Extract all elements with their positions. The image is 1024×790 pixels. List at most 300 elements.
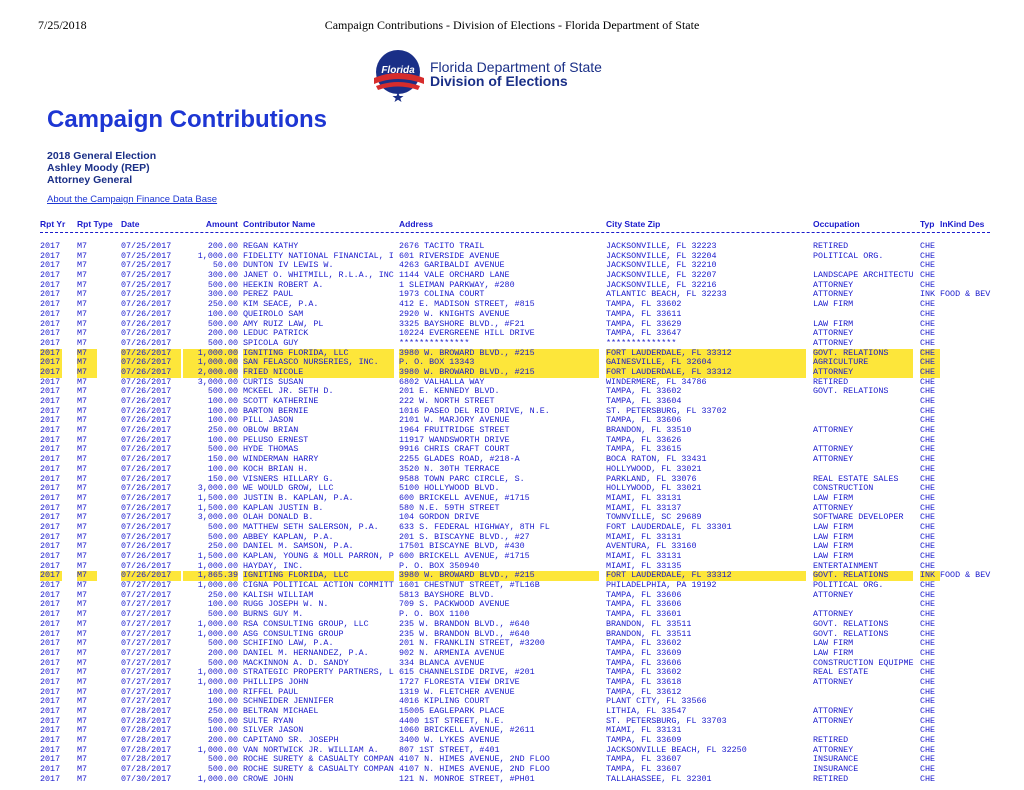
cell-date: 07/26/2017: [121, 349, 181, 359]
cell-occupation: ATTORNEY: [813, 454, 854, 465]
cell-typ: CHE: [920, 773, 936, 784]
cell-amount: 500.00: [207, 754, 238, 765]
brand-header[interactable]: [370, 48, 602, 100]
cell-occupation: LAW FIRM: [813, 638, 854, 649]
cell-rpt-type: M7: [77, 386, 88, 397]
cell-city-state-zip: MIAMI, FL 33131: [606, 492, 682, 503]
cell-occupation: ATTORNEY: [813, 609, 854, 620]
cell-rpt-type: M7: [77, 368, 97, 378]
cell-typ: CHE: [920, 531, 936, 542]
cell-amount: 100.00: [207, 405, 238, 416]
cell-rpt-yr: 2017: [40, 512, 61, 523]
cell-rpt-yr: 2017: [40, 425, 61, 436]
table-row: [40, 697, 1000, 707]
cell-rpt-type: M7: [77, 531, 88, 542]
cell-rpt-yr: 2017: [40, 376, 61, 387]
cell-amount: 1,000.00: [197, 580, 238, 591]
cell-contributor-name: VAN NORTWICK JR. WILLIAM A.: [243, 744, 379, 755]
cell-address: 615 CHANNELSIDE DRIVE, #201: [399, 667, 535, 678]
cell-contributor-name: STRATEGIC PROPERTY PARTNERS, L: [243, 667, 394, 678]
cell-address: 2101 W. MARJORY AVENUE: [399, 415, 510, 426]
cell-typ: CHE: [920, 541, 936, 552]
cell-occupation: GOVT. RELATIONS: [813, 618, 889, 629]
cell-amount: 150.00: [207, 473, 238, 484]
cell-amount: 300.00: [207, 289, 238, 300]
cell-rpt-yr: 2017: [40, 347, 61, 358]
cell-typ: CHE: [920, 299, 936, 310]
cell-date: 07/27/2017: [121, 647, 172, 658]
cell-date: 07/26/2017: [121, 368, 181, 378]
cell-contributor-name: BARTON BERNIE: [243, 405, 309, 416]
cell-occupation: ATTORNEY: [813, 502, 854, 513]
cell-occupation: ENTERTAINMENT: [813, 560, 879, 571]
cell-typ: CHE: [920, 657, 936, 668]
cell-date: 07/26/2017: [121, 502, 172, 513]
cell-date: 07/26/2017: [121, 512, 172, 523]
print-date: 7/25/2018: [38, 18, 87, 32]
cell-contributor-name: KOCH BRIAN H.: [243, 463, 309, 474]
cell-typ: CHE: [920, 483, 936, 494]
cell-amount: 300.00: [207, 270, 238, 281]
cell-contributor-name: KALISH WILLIAM: [243, 589, 314, 600]
table-row: [40, 639, 1000, 649]
cell-rpt-type: M7: [77, 696, 88, 707]
cell-amount: 1,500.00: [197, 551, 238, 561]
cell-address: 1601 CHESTNUT STREET, #TL16B: [399, 580, 540, 591]
cell-rpt-yr: 2017: [40, 686, 61, 697]
cell-rpt-type: M7: [77, 299, 88, 310]
cell-city-state-zip: TAMPA, FL 33606: [606, 657, 682, 668]
cell-address: 4263 GARIBALDI AVENUE: [399, 260, 505, 271]
cell-contributor-name: KIM SEACE, P.A.: [243, 299, 319, 310]
cell-address: 121 N. MONROE STREET, #PH01: [399, 773, 535, 784]
cell-rpt-yr: 2017: [40, 725, 61, 736]
cell-address: 9916 CHRIS CRAFT COURT: [399, 444, 510, 455]
cell-rpt-yr: 2017: [40, 657, 61, 668]
cell-contributor-name: IGNITING FLORIDA, LLC: [243, 571, 394, 581]
cell-occupation: AGRICULTURE: [813, 358, 913, 368]
cell-amount: 1,000.00: [197, 676, 238, 687]
table-row: [40, 591, 1000, 601]
cell-rpt-yr: 2017: [40, 299, 61, 310]
cell-typ: CHE: [920, 405, 936, 416]
table-row: [40, 494, 1000, 504]
brand-division: Division of Elections: [430, 73, 568, 89]
page-title: Campaign Contributions: [47, 106, 327, 133]
cell-occupation: ATTORNEY: [813, 589, 854, 600]
cell-date: 07/26/2017: [121, 308, 172, 319]
cell-rpt-type: M7: [77, 454, 88, 465]
cell-amount: 250.00: [207, 299, 238, 310]
cell-contributor-name: MATTHEW SETH SALERSON, P.A.: [243, 521, 379, 532]
cell-address: 6802 VALHALLA WAY: [399, 376, 485, 387]
table-row: [40, 426, 1000, 436]
cell-date: 07/28/2017: [121, 715, 172, 726]
cell-typ: CHE: [920, 260, 936, 271]
cell-rpt-yr: 2017: [40, 696, 61, 707]
cell-amount: 200.00: [207, 328, 238, 339]
cell-occupation: RETIRED: [813, 773, 849, 784]
cell-rpt-type: M7: [77, 521, 88, 532]
cell-date: 07/25/2017: [121, 260, 172, 271]
cell-rpt-type: M7: [77, 349, 97, 359]
cell-address: P. O. BOX 1100: [399, 609, 470, 620]
cell-address: 17501 BISCAYNE BLVD, #430: [399, 541, 525, 552]
cell-contributor-name: OLAH DONALD B.: [243, 512, 314, 523]
cell-typ: CHE: [920, 589, 936, 600]
table-row: [40, 416, 1000, 426]
cell-amount: 500.00: [207, 638, 238, 649]
cell-date: 07/26/2017: [121, 415, 172, 426]
cell-rpt-type: M7: [77, 376, 88, 387]
cell-rpt-type: M7: [77, 676, 88, 687]
cell-amount: 1,000.00: [197, 560, 238, 571]
cell-address: **************: [399, 337, 470, 348]
cell-city-state-zip: TAMPA, FL 33606: [606, 589, 682, 600]
cell-occupation: LAW FIRM: [813, 541, 854, 552]
cell-amount: 100.00: [207, 434, 238, 445]
cell-date: 07/26/2017: [121, 492, 172, 503]
cell-occupation: GOVT. RELATIONS: [813, 571, 913, 581]
cell-contributor-name: PHILLIPS JOHN: [243, 676, 309, 687]
cell-rpt-type: M7: [77, 744, 88, 755]
cell-date: 07/28/2017: [121, 764, 172, 775]
cell-rpt-yr: 2017: [40, 744, 61, 755]
cell-occupation: ATTORNEY: [813, 279, 854, 290]
cell-amount: 1,000.00: [197, 744, 238, 755]
election-name: 2018 General Election: [47, 150, 157, 162]
cell-rpt-type: M7: [77, 473, 88, 484]
cell-typ: CHE: [920, 279, 936, 290]
col-address: Address: [399, 219, 434, 229]
candidate-name: Ashley Moody (REP): [47, 162, 150, 174]
cell-date: 07/26/2017: [121, 328, 172, 339]
cell-contributor-name: ROCHE SURETY & CASUALTY COMPAN: [243, 754, 394, 765]
cell-city-state-zip: JACKSONVILLE BEACH, FL 32250: [606, 744, 747, 755]
cell-rpt-type: M7: [77, 560, 88, 571]
cell-date: 07/26/2017: [121, 386, 172, 397]
cell-occupation: ATTORNEY: [813, 337, 854, 348]
cell-contributor-name: KAPLAN, YOUNG & MOLL PARRON, P: [243, 551, 394, 561]
cell-city-state-zip: TAMPA, FL 33618: [606, 676, 682, 687]
cell-rpt-yr: 2017: [40, 289, 61, 300]
cell-occupation: INSURANCE: [813, 754, 859, 765]
cell-rpt-yr: 2017: [40, 279, 61, 290]
cell-contributor-name: PILL JASON: [243, 415, 294, 426]
cell-address: 3980 W. BROWARD BLVD., #215: [399, 349, 599, 359]
cell-rpt-type: M7: [77, 667, 88, 678]
cell-rpt-type: M7: [77, 571, 97, 581]
cell-rpt-type: M7: [77, 337, 88, 348]
cell-address: 4400 1ST STREET, N.E.: [399, 715, 505, 726]
cell-contributor-name: HEEKIN ROBERT A.: [243, 279, 324, 290]
cell-typ: CHE: [920, 638, 936, 649]
cell-amount: 500.00: [207, 609, 238, 620]
table-row: [40, 455, 1000, 465]
cell-date: 07/25/2017: [121, 270, 172, 281]
cell-city-state-zip: WINDERMERE, FL 34786: [606, 376, 707, 387]
cell-typ: CHE: [920, 744, 936, 755]
cell-amount: 250.00: [207, 425, 238, 436]
cell-rpt-yr: 2017: [40, 454, 61, 465]
cell-occupation: CONSTRUCTION EQUIPME: [813, 657, 914, 668]
cell-city-state-zip: AVENTURA, FL 33160: [606, 541, 697, 552]
cell-amount: 200.00: [207, 735, 238, 746]
cell-contributor-name: SCHIFINO LAW, P.A.: [243, 638, 334, 649]
cell-date: 07/26/2017: [121, 521, 172, 532]
cell-typ: CHE: [920, 434, 936, 445]
cell-contributor-name: JANET O. WHITMILL, R.L.A., INC: [243, 270, 394, 281]
cell-rpt-yr: 2017: [40, 754, 61, 765]
cell-date: 07/25/2017: [121, 289, 172, 300]
cell-typ: CHE: [920, 735, 936, 746]
cell-address: 3980 W. BROWARD BLVD., #215: [399, 571, 599, 581]
cell-typ: CHE: [920, 396, 936, 406]
cell-city-state-zip: TAMPA, FL 33601: [606, 609, 682, 620]
cell-amount: 3,000.00: [197, 376, 238, 387]
cell-city-state-zip: TALLAHASSEE, FL 32301: [606, 773, 712, 784]
cell-typ: CHE: [920, 676, 936, 687]
cell-rpt-yr: 2017: [40, 483, 61, 494]
cell-amount: 250.00: [207, 589, 238, 600]
cell-date: 07/26/2017: [121, 463, 172, 474]
cell-city-state-zip: ST. PETERSBURG, FL 33702: [606, 405, 727, 416]
cell-city-state-zip: TAMPA, FL 33606: [606, 599, 682, 610]
cell-amount: 200.00: [207, 647, 238, 658]
cell-rpt-type: M7: [77, 628, 88, 639]
cell-amount: 1,500.00: [197, 492, 238, 503]
cell-date: 07/28/2017: [121, 735, 172, 746]
cell-date: 07/26/2017: [121, 454, 172, 465]
cell-typ: INK: [920, 289, 936, 300]
cell-occupation: LANDSCAPE ARCHITECTU: [813, 270, 914, 281]
cell-amount: 1,500.00: [197, 502, 238, 513]
cell-address: 4107 N. HIMES AVENUE, 2ND FLOO: [399, 754, 550, 765]
cell-occupation: RETIRED: [813, 735, 849, 746]
cell-contributor-name: RSA CONSULTING GROUP, LLC: [243, 618, 369, 629]
cell-contributor-name: DANIEL M. SAMSON, P.A.: [243, 541, 354, 552]
cell-address: 1060 BRICKELL AVENUE, #2611: [399, 725, 535, 736]
election-meta: [47, 150, 156, 186]
cell-city-state-zip: **************: [606, 337, 677, 348]
table-row: [40, 445, 1000, 455]
cell-address: 807 1ST STREET, #401: [399, 744, 500, 755]
cell-rpt-yr: 2017: [40, 366, 61, 377]
header-divider: [40, 232, 990, 237]
cell-city-state-zip: JACKSONVILLE, FL 32204: [606, 250, 717, 261]
office-name: Attorney General: [47, 174, 133, 186]
cell-inkind: FOOD & BEV: [940, 570, 991, 581]
cell-rpt-yr: 2017: [40, 618, 61, 629]
cell-date: 07/30/2017: [121, 773, 172, 784]
table-row: [40, 581, 1000, 591]
cell-rpt-yr: 2017: [40, 521, 61, 532]
cell-rpt-yr: 2017: [40, 628, 61, 639]
table-row: [40, 252, 1000, 262]
cell-address: 201 S. BISCAYNE BLVD., #27: [399, 531, 530, 542]
cell-address: 235 W. BRANDON BLVD., #640: [399, 628, 530, 639]
cell-rpt-yr: 2017: [40, 405, 61, 416]
cell-occupation: POLITICAL ORG.: [813, 580, 884, 591]
cell-rpt-type: M7: [77, 764, 88, 775]
cell-typ: CHE: [920, 318, 936, 329]
cell-rpt-yr: 2017: [40, 609, 61, 620]
cell-city-state-zip: TAMPA, FL 33607: [606, 764, 682, 775]
cell-typ: CHE: [920, 386, 936, 397]
table-row: [40, 775, 1000, 785]
cell-amount: 2,000.00: [183, 368, 238, 378]
cell-rpt-type: M7: [77, 754, 88, 765]
cell-contributor-name: VISNERS HILLARY G.: [243, 473, 334, 484]
cell-address: 9588 TOWN PARC CIRCLE, S.: [399, 473, 525, 484]
cell-city-state-zip: JACKSONVILLE, FL 32207: [606, 270, 717, 281]
cell-date: 07/26/2017: [121, 483, 172, 494]
print-title: Campaign Contributions - Division of Elections - Florida Department of State: [324, 18, 700, 32]
cell-address: 104 GORDON DRIVE: [399, 512, 480, 523]
cell-typ: CHE: [920, 551, 936, 561]
col-amount: Amount: [205, 219, 238, 229]
brand-department: Florida Department of State: [430, 59, 602, 75]
cell-rpt-yr: 2017: [40, 463, 61, 474]
cell-address: 1144 VALE ORCHARD LANE: [399, 270, 510, 281]
cell-rpt-yr: 2017: [40, 308, 61, 319]
cell-amount: 150.00: [207, 454, 238, 465]
cell-amount: 500.00: [207, 764, 238, 775]
cell-address: 633 S. FEDERAL HIGHWAY, 8TH FL: [399, 521, 550, 532]
cell-rpt-type: M7: [77, 318, 88, 329]
cell-city-state-zip: TOWNVILLE, SC 29689: [606, 512, 702, 523]
cell-occupation: LAW FIRM: [813, 299, 854, 310]
cell-address: 4107 N. HIMES AVENUE, 2ND FLOO: [399, 764, 550, 775]
cell-rpt-yr: 2017: [40, 706, 61, 716]
cell-city-state-zip: BRANDON, FL 33510: [606, 425, 692, 436]
cell-amount: 100.00: [207, 599, 238, 610]
cell-city-state-zip: MIAMI, FL 33131: [606, 725, 682, 736]
cell-rpt-type: M7: [77, 260, 88, 271]
cell-contributor-name: DANIEL M. HERNANDEZ, P.A.: [243, 647, 369, 658]
cell-occupation: LAW FIRM: [813, 647, 854, 658]
cell-rpt-yr: 2017: [40, 647, 61, 658]
cell-address: 3520 N. 30TH TERRACE: [399, 463, 500, 474]
cell-occupation: ATTORNEY: [813, 425, 854, 436]
cell-occupation: RETIRED: [813, 241, 849, 251]
cell-city-state-zip: TAMPA, FL 33647: [606, 328, 682, 339]
cell-amount: 500.00: [207, 279, 238, 290]
cell-date: 07/25/2017: [121, 279, 172, 290]
cell-occupation: GOVT. RELATIONS: [813, 628, 889, 639]
cell-address: 600 BRICKELL AVENUE, #1715: [399, 551, 530, 561]
cell-rpt-yr: 2017: [40, 357, 61, 368]
table-row: [40, 281, 1000, 291]
cell-rpt-yr: 2017: [40, 473, 61, 484]
cell-date: 07/28/2017: [121, 754, 172, 765]
cell-typ: CHE: [920, 686, 936, 697]
cell-city-state-zip: HOLLYWOOD, FL 33021: [606, 463, 702, 474]
col-occupation: Occupation: [813, 219, 860, 229]
cell-typ: CHE: [920, 502, 936, 513]
cell-typ: INK: [920, 571, 940, 581]
cell-typ: CHE: [920, 454, 936, 465]
cell-amount: 100.00: [207, 696, 238, 707]
cell-rpt-yr: 2017: [40, 580, 61, 591]
cell-amount: 500.00: [207, 715, 238, 726]
cell-rpt-yr: 2017: [40, 434, 61, 445]
cell-contributor-name: OBLOW BRIAN: [243, 425, 299, 436]
cell-date: 07/26/2017: [121, 318, 172, 329]
cell-rpt-type: M7: [77, 444, 88, 455]
cell-city-state-zip: LITHIA, FL 33547: [606, 706, 687, 716]
cell-amount: 1,000.00: [197, 628, 238, 639]
table-row: [40, 707, 1000, 717]
cell-city-state-zip: FORT LAUDERDALE, FL 33312: [606, 368, 806, 378]
svg-text:Florida: Florida: [381, 65, 415, 76]
cell-typ: CHE: [920, 358, 940, 368]
cell-date: 07/27/2017: [121, 696, 172, 707]
cell-amount: 100.00: [207, 725, 238, 736]
cell-address: 201 E. KENNEDY BLVD.: [399, 386, 500, 397]
cell-date: 07/26/2017: [121, 376, 172, 387]
cell-typ: CHE: [920, 647, 936, 658]
cell-address: 412 E. MADISON STREET, #815: [399, 299, 535, 310]
cell-rpt-type: M7: [77, 250, 88, 261]
cell-rpt-yr: 2017: [40, 502, 61, 513]
cell-rpt-yr: 2017: [40, 599, 61, 610]
cell-typ: CHE: [920, 512, 936, 523]
cell-date: 07/28/2017: [121, 706, 172, 716]
cell-occupation: ATTORNEY: [813, 289, 854, 300]
cell-date: 07/26/2017: [121, 299, 172, 310]
cell-occupation: RETIRED: [813, 376, 849, 387]
cell-date: 07/28/2017: [121, 744, 172, 755]
cell-typ: CHE: [920, 444, 936, 455]
cell-city-state-zip: PLANT CITY, FL 33566: [606, 696, 707, 707]
cell-city-state-zip: ST. PETERSBURG, FL 33703: [606, 715, 727, 726]
table-row: [40, 736, 1000, 746]
cell-city-state-zip: MIAMI, FL 33137: [606, 502, 682, 513]
about-database-link[interactable]: About the Campaign Finance Data Base: [47, 194, 218, 205]
cell-contributor-name: SCOTT KATHERINE: [243, 396, 319, 406]
cell-rpt-type: M7: [77, 706, 88, 716]
cell-rpt-type: M7: [77, 289, 88, 300]
cell-rpt-yr: 2017: [40, 492, 61, 503]
cell-city-state-zip: TAMPA, FL 33604: [606, 396, 682, 406]
cell-occupation: GOVT. RELATIONS: [813, 349, 913, 359]
cell-city-state-zip: MIAMI, FL 33135: [606, 560, 682, 571]
cell-contributor-name: KAPLAN JUSTIN B.: [243, 502, 324, 513]
cell-city-state-zip: TAMPA, FL 33615: [606, 444, 682, 455]
cell-rpt-yr: 2017: [40, 589, 61, 600]
cell-contributor-name: BELTRAN MICHAEL: [243, 706, 319, 716]
table-body: [40, 242, 1000, 785]
cell-contributor-name: LEDUC PATRICK: [243, 328, 309, 339]
cell-rpt-type: M7: [77, 512, 88, 523]
cell-typ: CHE: [920, 270, 936, 281]
table-row: [40, 407, 1000, 417]
cell-city-state-zip: TAMPA, FL 33606: [606, 415, 682, 426]
cell-rpt-yr: 2017: [40, 570, 61, 581]
cell-rpt-yr: 2017: [40, 386, 61, 397]
cell-date: 07/27/2017: [121, 618, 172, 629]
cell-rpt-type: M7: [77, 551, 88, 561]
cell-city-state-zip: TAMPA, FL 33602: [606, 299, 682, 310]
cell-date: 07/26/2017: [121, 444, 172, 455]
cell-occupation: LAW FIRM: [813, 521, 854, 532]
cell-typ: CHE: [920, 618, 936, 629]
cell-contributor-name: MACKINNON A. D. SANDY: [243, 657, 349, 668]
cell-amount: 1,000.00: [197, 618, 238, 629]
cell-typ: CHE: [920, 667, 936, 678]
cell-amount: 1,000.00: [183, 358, 238, 368]
